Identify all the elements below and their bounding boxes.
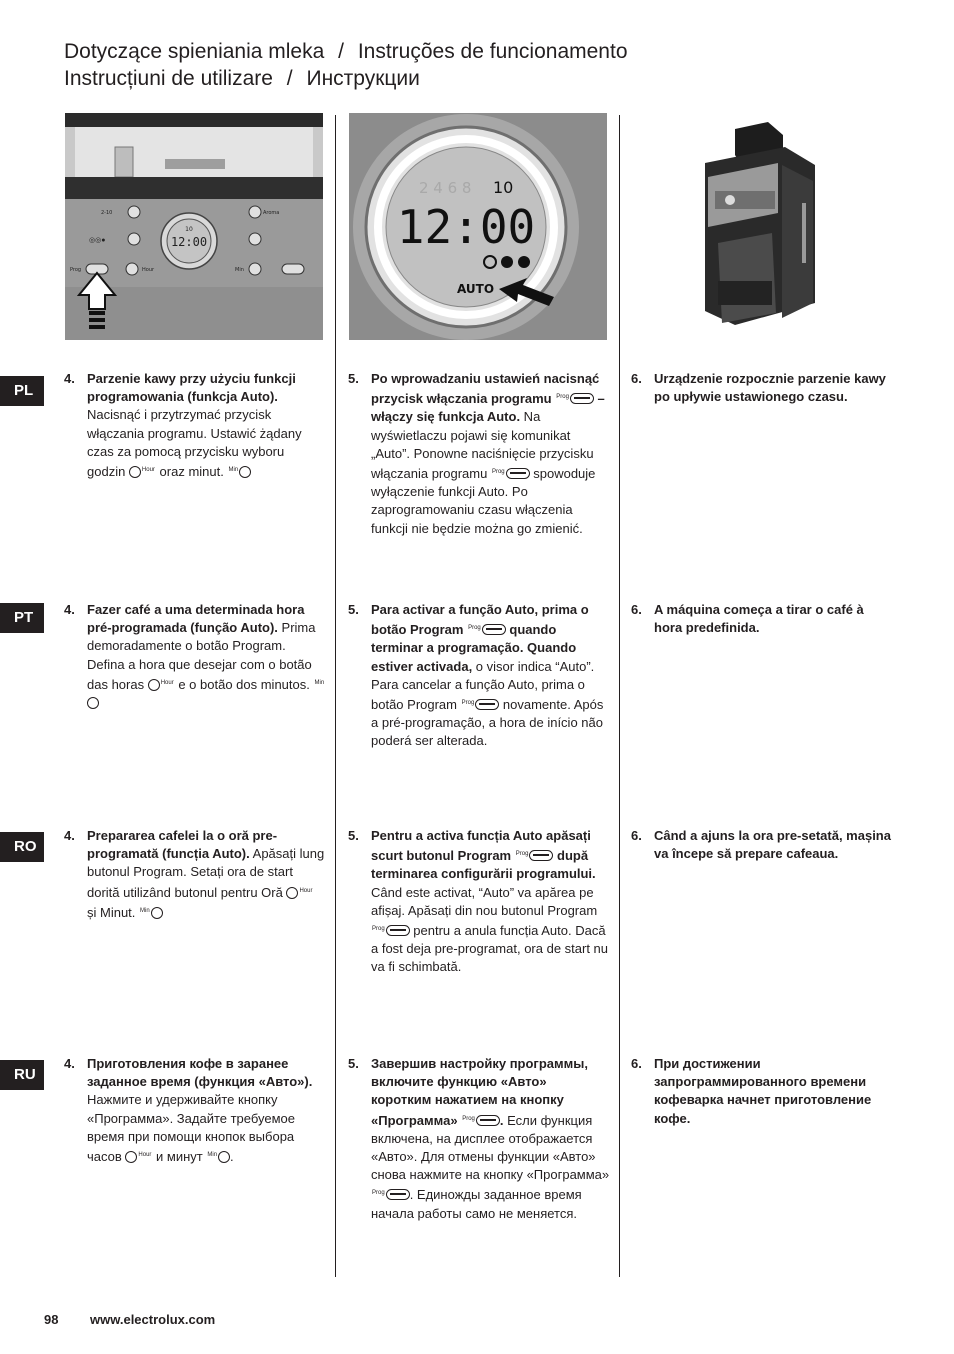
step-number: 5. bbox=[348, 828, 359, 843]
prog-label: Prog bbox=[468, 625, 481, 632]
step-text: Если функция включена, на дисплее отображается «Авто». Для отмены функции «Авто» снова нажмите на кнопку «Программа» bbox=[371, 1112, 610, 1183]
step-text: spowoduje wyłączenie funkcji Auto. Po zaprogramowaniu czasu włączenia funkcji nie będzie można go zmienić. bbox=[371, 466, 596, 536]
svg-text:2 4 6 8: 2 4 6 8 bbox=[419, 179, 472, 197]
column-divider bbox=[335, 115, 336, 1277]
title-separator: / bbox=[286, 67, 293, 90]
column-divider bbox=[619, 115, 620, 1277]
pt-step-6 bbox=[631, 601, 893, 637]
coffee-machine-illustration bbox=[690, 113, 840, 340]
step-heading: Când a ajuns la ora pre-setată, mașina va începe să prepare cafeaua. bbox=[654, 828, 891, 862]
hour-label: Hour bbox=[138, 1152, 152, 1159]
step-text: Când este activat, “Auto” va apărea pe afișaj. Apăsați din nou butonul Program bbox=[371, 884, 598, 918]
step-text: Prima demoradamente o botão Program. Defina a hora que desejar com o botão das horas bbox=[87, 620, 316, 692]
pt-step-4 bbox=[64, 601, 326, 712]
step-heading: după terminarea configurării programului. bbox=[371, 848, 596, 882]
step-number: 6. bbox=[631, 828, 642, 843]
step-text: o visor indica “Auto”. Para cancelar a função Auto, prima o botão Program bbox=[371, 658, 595, 713]
page-header bbox=[64, 38, 924, 92]
min-button-icon bbox=[151, 907, 163, 919]
prog-button-icon bbox=[482, 624, 506, 635]
step-number: 4. bbox=[64, 602, 75, 617]
prog-button-icon bbox=[476, 1115, 500, 1126]
step-heading: Приготовления кофе в заранее заданное время (функция «Авто»). bbox=[87, 1056, 313, 1090]
min-label: Min bbox=[207, 1152, 218, 1159]
step-text: Nacisnąć i przytrzymać przycisk włączania programu. Ustawić żądany czas za pomocą przycisku wyboru godzin bbox=[87, 407, 302, 480]
control-panel-image bbox=[65, 113, 323, 340]
svg-text:Prog: Prog bbox=[70, 267, 82, 273]
header-line-1 bbox=[64, 38, 924, 65]
prog-label: Prog bbox=[372, 926, 385, 933]
prog-label: Prog bbox=[491, 469, 505, 476]
step-heading: При достижении запрограммированного времени кофеварка начнет приготовление кофе. bbox=[654, 1056, 872, 1126]
step-number: 5. bbox=[348, 602, 359, 617]
title-pt: Instruções de funcionamento bbox=[357, 40, 628, 63]
lang-tag-ru: RU bbox=[0, 1060, 44, 1090]
step-text: e o botão dos minutos. bbox=[174, 676, 314, 692]
step-heading: Pentru a activa funcția Auto apăsați scurt butonul Program bbox=[371, 828, 591, 864]
step-heading: Urządzenie rozpocznie parzenie kawy po upływie ustawionego czasu. bbox=[654, 371, 886, 405]
svg-text:10: 10 bbox=[185, 226, 193, 233]
svg-text:Hour: Hour bbox=[142, 267, 155, 273]
control-panel-illustration bbox=[65, 113, 323, 340]
step-text: Нажмите и удерживайте кнопку «Программа». Задайте требуемое время при помощи кнопок выбора часов bbox=[87, 1092, 296, 1165]
step-heading: Para activar a função Auto, prima o botão Program bbox=[371, 602, 589, 638]
hour-label: Hour bbox=[141, 467, 155, 474]
step-text: и минут bbox=[152, 1149, 207, 1165]
title-pl: Dotyczące spieniania mleka bbox=[64, 40, 325, 63]
pl-step-6 bbox=[631, 370, 893, 406]
footer-url[interactable]: www.electrolux.com bbox=[90, 1312, 216, 1327]
ro-step-6 bbox=[631, 827, 893, 863]
step-number: 6. bbox=[631, 371, 642, 386]
hour-button-icon bbox=[286, 887, 298, 899]
hour-button-icon bbox=[129, 466, 141, 478]
step-number: 4. bbox=[64, 828, 75, 843]
step-number: 6. bbox=[631, 602, 642, 617]
lang-tag-pt: PT bbox=[0, 603, 44, 633]
pt-step-5 bbox=[348, 601, 610, 751]
ru-step-4: 4. Приготовления кофе в заранее заданное время (функция «Авто»). Нажмите и удерживайте кнопку «Программа». Задайте требуемое время при помощи кнопок выбора часов $^{Hour}$ и минут $^{Min}$ . bbox=[64, 1056, 313, 1165]
step-number: 4. bbox=[64, 371, 75, 386]
lang-tag-ro: RO bbox=[0, 832, 44, 862]
step-number: 4. bbox=[64, 1056, 75, 1071]
ru-step-6 bbox=[631, 1055, 893, 1128]
step-heading: . bbox=[499, 1112, 504, 1128]
svg-text:Aroma: Aroma bbox=[263, 210, 280, 216]
prog-label: Prog bbox=[515, 851, 529, 858]
ro-step-5 bbox=[348, 827, 610, 977]
min-label: Min bbox=[314, 679, 325, 686]
hour-button-icon bbox=[125, 1151, 137, 1163]
step-heading: Завершив настройку программы, включите функцию «Авто» коротким нажатием на кнопку «Программа» bbox=[371, 1056, 588, 1128]
min-label: Min bbox=[228, 467, 239, 474]
svg-text:10: 10 bbox=[493, 178, 514, 197]
prog-label: Prog bbox=[461, 700, 475, 707]
title-ru: Инструкции bbox=[306, 67, 420, 90]
coffee-machine-image bbox=[690, 113, 840, 340]
prog-button-icon bbox=[386, 925, 410, 936]
step-text: oraz minut. bbox=[155, 464, 228, 480]
min-button-icon bbox=[239, 466, 251, 478]
step-text: și Minut. bbox=[87, 904, 140, 920]
prog-label: Prog bbox=[372, 1190, 385, 1197]
svg-text:AUTO: AUTO bbox=[457, 282, 495, 296]
hour-button-icon bbox=[148, 679, 160, 691]
svg-text:12:00: 12:00 bbox=[396, 200, 536, 254]
prog-button-icon bbox=[386, 1189, 410, 1200]
step-heading: Parzenie kawy przy użyciu funkcji programowania (funkcja Auto). bbox=[87, 371, 296, 405]
step-text: Na wyświetlaczu pojawi się komunikat „Auto”. Ponowne naciśnięcie przycisku włączania programu bbox=[371, 409, 594, 482]
step-number: 5. bbox=[348, 1056, 359, 1071]
step-number: 6. bbox=[631, 1056, 642, 1071]
ro-step-4 bbox=[64, 827, 326, 922]
title-ro: Instrucțiuni de utilizare bbox=[64, 67, 273, 90]
ru-step-5 bbox=[348, 1055, 610, 1223]
prog-label: Prog bbox=[556, 394, 569, 401]
step-heading: quando terminar a programação. Quando estiver activada, bbox=[371, 622, 577, 674]
step-heading: Po wprowadzaniu ustawień nacisnąć przycisk włączania programu bbox=[371, 371, 600, 407]
page-number: 98 bbox=[44, 1312, 59, 1327]
min-button-icon bbox=[218, 1151, 230, 1163]
min-button-icon bbox=[87, 697, 99, 709]
step-text: . Единожды заданное время начала работы само не меняется. bbox=[371, 1187, 582, 1221]
step-text: pentru a anula funcția Auto. Dacă a fost deja pre-programat, ora de start nu va fi schimbată. bbox=[371, 923, 609, 975]
display-image bbox=[349, 113, 607, 340]
pl-step-5 bbox=[348, 370, 610, 538]
lang-tag-pl: PL bbox=[0, 376, 44, 406]
hour-label: Hour bbox=[299, 887, 313, 894]
hour-label: Hour bbox=[160, 679, 174, 686]
step-number: 5. bbox=[348, 371, 359, 386]
step-text: Apăsați lung butonul Program. Setați ora de start dorită utilizând butonul pentru Oră bbox=[87, 846, 325, 900]
svg-text:12:00: 12:00 bbox=[170, 235, 208, 249]
step-heading: – włączy się funkcja Auto. bbox=[371, 391, 605, 425]
step-heading: Prepararea cafelei la o oră pre-programată (funcția Auto). bbox=[87, 828, 278, 862]
step-heading: Fazer café a uma determinada hora pré-programada (função Auto). bbox=[87, 602, 305, 636]
prog-button-icon bbox=[570, 393, 594, 404]
pl-step-4 bbox=[64, 370, 326, 481]
header-line-2 bbox=[64, 65, 924, 92]
prog-button-icon bbox=[506, 468, 530, 479]
step-heading: A máquina começa a tirar o café à hora predefinida. bbox=[654, 602, 864, 636]
svg-text:◎◎●: ◎◎● bbox=[89, 237, 106, 244]
svg-text:Min: Min bbox=[235, 267, 244, 273]
title-separator: / bbox=[338, 40, 344, 63]
step-text: novamente. Após a pré-programação, a hora de início não poderá ser alterada. bbox=[371, 697, 604, 749]
prog-label: Prog bbox=[462, 1115, 475, 1122]
min-label: Min bbox=[140, 907, 150, 914]
svg-text:2-10: 2-10 bbox=[101, 210, 113, 216]
display-illustration bbox=[349, 113, 607, 340]
prog-button-icon bbox=[529, 850, 553, 861]
prog-button-icon bbox=[475, 699, 499, 710]
